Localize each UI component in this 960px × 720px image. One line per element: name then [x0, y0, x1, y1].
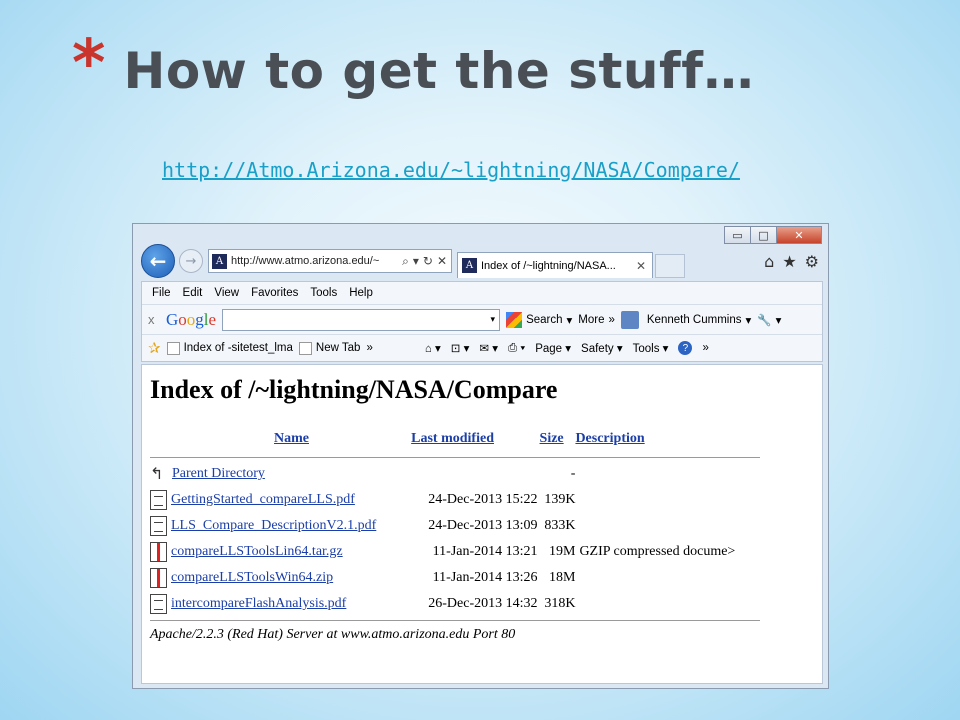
- tab-index-of[interactable]: [457, 252, 653, 278]
- page-icon: [299, 342, 312, 355]
- help-icon[interactable]: ?: [678, 341, 692, 355]
- chevron-down-icon: ▾: [745, 314, 752, 327]
- menu-view[interactable]: View: [214, 287, 240, 299]
- chevron-down-icon[interactable]: ▾: [412, 253, 419, 268]
- navigation-row: [141, 244, 823, 278]
- last-modified-cell: [411, 461, 539, 487]
- last-modified-cell: 26-Dec-2013 14:32: [428, 596, 538, 611]
- favorites-overflow-icon[interactable]: »: [366, 342, 373, 354]
- file-link[interactable]: LLS_Compare_DescriptionV2.1.pdf: [171, 518, 377, 534]
- browser-right-icons: [764, 252, 823, 271]
- description-cell: GZIP compressed docume>: [579, 544, 736, 559]
- page-icon: [167, 342, 180, 355]
- more-button[interactable]: More »: [578, 313, 615, 326]
- slide-title: How to get the stuff…: [123, 42, 755, 100]
- bullet-star: *: [72, 27, 106, 101]
- address-actions: [402, 254, 451, 269]
- site-favicon-icon: A: [212, 254, 227, 269]
- google-search-input[interactable]: [222, 309, 500, 331]
- google-search-button[interactable]: Search ▾: [506, 312, 572, 328]
- tab-close-icon[interactable]: ✕: [635, 258, 646, 273]
- google-toolbar-close-icon[interactable]: x: [148, 312, 155, 327]
- table-row: [150, 539, 760, 565]
- file-link[interactable]: compareLLSToolsWin64.zip: [171, 570, 334, 586]
- table-row: [150, 487, 760, 513]
- document-icon: [150, 490, 167, 510]
- favorite-item-index[interactable]: Index of -sitetest_lma: [167, 342, 293, 355]
- mail-dropdown-button[interactable]: ✉ ▾: [479, 343, 498, 355]
- home-icon[interactable]: ⌂: [764, 251, 775, 271]
- document-icon: [150, 516, 167, 536]
- tab-favicon-icon: A: [462, 258, 477, 273]
- size-cell: 19M: [548, 544, 576, 559]
- file-link[interactable]: Parent Directory: [172, 466, 265, 482]
- compressed-file-icon: [150, 542, 167, 562]
- last-modified-cell: 24-Dec-2013 13:09: [428, 518, 538, 533]
- size-cell: 318K: [544, 596, 576, 611]
- document-icon: [150, 594, 167, 614]
- page-content: [141, 364, 823, 684]
- chevron-down-icon: ▾: [566, 314, 573, 327]
- table-row: [150, 591, 760, 617]
- add-favorite-star-icon[interactable]: ✰: [148, 340, 161, 357]
- last-modified-cell: 11-Jan-2014 13:26: [432, 570, 538, 585]
- command-bar: [425, 341, 709, 355]
- chevron-down-icon: ▾: [775, 314, 782, 327]
- toolbar-settings-button[interactable]: [757, 313, 781, 327]
- avatar: [621, 311, 639, 329]
- refresh-icon[interactable]: ↻: [422, 253, 433, 268]
- menu-help[interactable]: Help: [349, 287, 373, 299]
- print-dropdown-button[interactable]: ⎙ ▾: [507, 341, 526, 354]
- file-link[interactable]: GettingStarted_compareLLS.pdf: [171, 492, 355, 508]
- size-cell: 139K: [544, 492, 576, 507]
- wrench-icon: 🔧: [757, 314, 772, 327]
- feeds-dropdown-button[interactable]: ⊡ ▾: [450, 343, 470, 355]
- new-tab-button[interactable]: [655, 254, 685, 278]
- file-link[interactable]: compareLLSToolsLin64.tar.gz: [171, 544, 343, 560]
- description-cell: [575, 565, 760, 591]
- tools-menu-button[interactable]: Tools ▾: [632, 343, 669, 355]
- tab-title: Index of /~lightning/NASA...: [481, 259, 616, 272]
- compressed-file-icon: [150, 568, 167, 588]
- google-toolbar: [142, 304, 822, 334]
- server-signature: Apache/2.2.3 (Red Hat) Server at www.atmo.arizona.edu Port 80: [150, 627, 516, 642]
- compare-url-link[interactable]: http://Atmo.Arizona.edu/~lightning/NASA/Compare/: [162, 158, 740, 182]
- double-chevron-icon: »: [608, 313, 615, 326]
- sort-modified-link[interactable]: Last modified: [411, 431, 494, 446]
- last-modified-cell: 24-Dec-2013 15:22: [428, 492, 538, 507]
- forward-button[interactable]: →: [179, 249, 203, 273]
- favorites-bar: [142, 334, 822, 361]
- google-icon: [506, 312, 522, 328]
- toolbar-area: [141, 281, 823, 362]
- menu-edit[interactable]: Edit: [182, 287, 203, 299]
- close-button[interactable]: ✕: [776, 226, 822, 244]
- minimize-button[interactable]: ▭: [724, 226, 751, 244]
- chevron-down-icon[interactable]: ▾: [490, 314, 496, 324]
- page-heading: Index of /~lightning/NASA/Compare: [150, 375, 558, 404]
- sort-size-link[interactable]: Size: [539, 431, 564, 446]
- table-row: [150, 461, 760, 487]
- divider: [150, 457, 760, 458]
- stop-icon[interactable]: ✕: [436, 253, 447, 268]
- size-cell: -: [570, 466, 576, 481]
- search-icon[interactable]: ⌕: [402, 253, 409, 268]
- home-dropdown-button[interactable]: ⌂ ▾: [424, 343, 441, 355]
- address-text[interactable]: http://www.atmo.arizona.edu/~: [231, 255, 380, 267]
- menu-file[interactable]: File: [152, 287, 171, 299]
- safety-menu-button[interactable]: Safety ▾: [581, 343, 623, 355]
- parent-directory-icon: ↰: [150, 466, 164, 483]
- description-cell: [575, 591, 760, 617]
- description-cell: [575, 513, 760, 539]
- command-overflow-icon[interactable]: »: [702, 342, 709, 354]
- menu-tools[interactable]: Tools: [310, 287, 338, 299]
- description-cell: [575, 461, 760, 487]
- gear-icon[interactable]: ⚙: [804, 251, 819, 271]
- maximize-button[interactable]: □: [750, 226, 777, 244]
- slide-title-group: [72, 27, 755, 101]
- favorite-item-new-tab[interactable]: New Tab: [299, 342, 361, 355]
- size-cell: 18M: [548, 570, 576, 585]
- address-bar[interactable]: [208, 249, 452, 273]
- browser-window: [132, 223, 829, 689]
- user-account-button[interactable]: [621, 311, 751, 329]
- size-cell: 833K: [544, 518, 576, 533]
- sort-description-link[interactable]: Description: [575, 431, 645, 446]
- menu-favorites[interactable]: Favorites: [251, 287, 299, 299]
- last-modified-cell: 11-Jan-2014 13:21: [432, 544, 538, 559]
- google-logo: Google: [166, 309, 217, 329]
- back-button[interactable]: ←: [141, 244, 175, 278]
- window-controls: [725, 226, 822, 244]
- description-cell: [575, 487, 760, 513]
- file-link[interactable]: intercompareFlashAnalysis.pdf: [171, 596, 347, 612]
- favorites-star-icon[interactable]: ★: [782, 251, 797, 271]
- divider: [150, 620, 760, 621]
- directory-listing: [150, 431, 760, 623]
- table-row: [150, 513, 760, 539]
- page-menu-button[interactable]: Page ▾: [535, 343, 572, 355]
- table-row: [150, 565, 760, 591]
- user-name: Kenneth Cummins: [646, 313, 742, 326]
- sort-name-link[interactable]: Name: [274, 431, 309, 446]
- menu-bar: [142, 282, 822, 304]
